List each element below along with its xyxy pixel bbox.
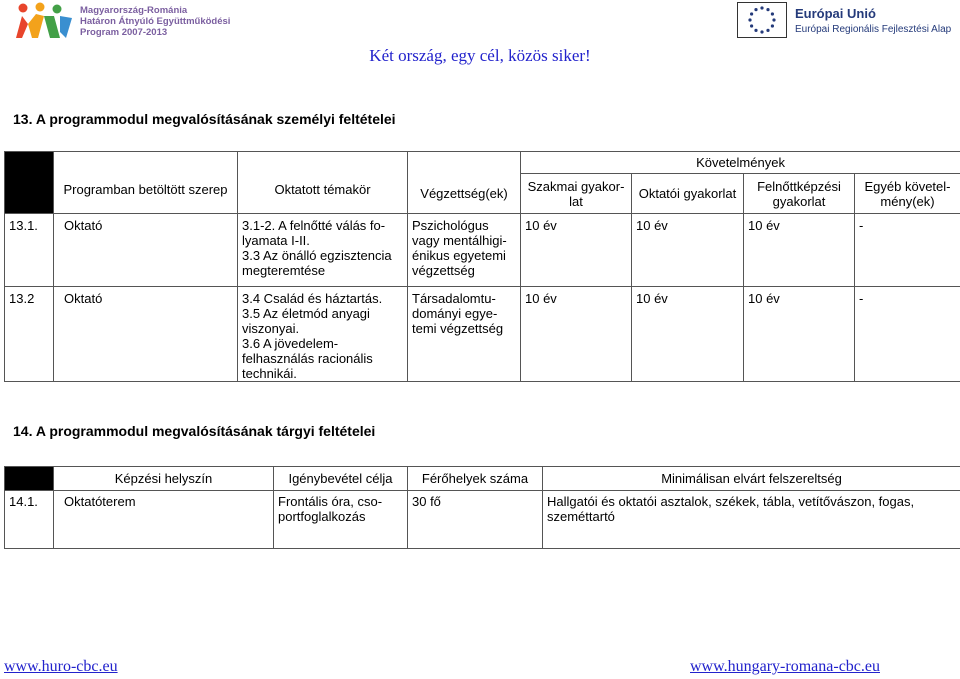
topic-line: 3.1-2. A felnőtté válás fo-	[242, 218, 386, 233]
table-row	[5, 287, 960, 382]
header-professional: Szakmai gyakor-lat	[521, 174, 632, 214]
eu-logo	[737, 2, 952, 40]
program-logo-figures-icon	[14, 2, 76, 40]
header-blank-cell	[5, 467, 54, 491]
education-line: dományi egye-	[412, 306, 498, 321]
row-professional: 10 év	[521, 287, 632, 382]
row-topic	[238, 287, 408, 382]
purpose-line: Frontális óra, cso-	[278, 494, 383, 509]
header-equipment: Minimálisan elvárt felszereltség	[543, 467, 960, 491]
topic-line: 3.5 Az életmód anyagi	[242, 306, 370, 321]
topic-line: 3.3 Az önálló egzisztencia	[242, 248, 392, 263]
material-requirements-table	[4, 466, 960, 549]
header-teaching: Oktatói gyakorlat	[632, 174, 744, 214]
education-line: végzettség	[412, 263, 475, 278]
education-line: temi végzettség	[412, 321, 504, 336]
header-requirements: Követelmények	[521, 152, 960, 174]
staff-requirements-table	[4, 151, 960, 382]
table-row	[5, 214, 960, 287]
program-logo	[14, 2, 231, 40]
row-other: -	[855, 214, 960, 287]
topic-line: 3.4 Család és háztartás.	[242, 291, 383, 306]
row-location: Oktatóterem	[54, 491, 274, 549]
section-14-title: 14. A programmodul megvalósításának tárgyi feltételei	[13, 423, 376, 439]
row-purpose	[274, 491, 408, 549]
education-line: Pszichológus	[412, 218, 489, 233]
topic-line: viszonyai.	[242, 321, 300, 336]
education-line: énikus egyetemi	[412, 248, 506, 263]
header-adult: Felnőttképzési gyakorlat	[744, 174, 855, 214]
eu-flag-icon	[737, 2, 787, 38]
row-role: Oktató	[54, 287, 238, 382]
topic-line: felhasználás racionális	[242, 351, 373, 366]
topic-line: technikái.	[242, 366, 297, 381]
footer-link-huro[interactable]: www.huro-cbc.eu	[4, 658, 118, 675]
row-professional: 10 év	[521, 214, 632, 287]
row-teaching: 10 év	[632, 214, 744, 287]
row-number: 13.1.	[5, 214, 54, 287]
program-logo-line-3: Program 2007-2013	[80, 27, 168, 38]
equipment-line: szeméttartó	[547, 509, 615, 524]
row-number: 13.2	[5, 287, 54, 382]
header-other: Egyéb követel-mény(ek)	[855, 174, 960, 214]
topic-line: lyamata I-II.	[242, 233, 310, 248]
slogan: Két ország, egy cél, közös siker!	[369, 46, 591, 65]
row-teaching: 10 év	[632, 287, 744, 382]
row-equipment	[543, 491, 960, 549]
eu-subtitle: Európai Regionális Fejlesztési Alap	[795, 24, 952, 35]
topic-line: megteremtése	[242, 263, 326, 278]
program-logo-line-2: Határon Átnyúló Együttműködési	[80, 16, 231, 27]
education-line: Társadalomtu-	[412, 291, 496, 306]
education-line: vagy mentálhigi-	[412, 233, 507, 248]
equipment-line: Hallgatói és oktatói asztalok, székek, tábla, vetítővászon, fogas,	[547, 494, 915, 509]
header-purpose: Igénybevétel célja	[274, 467, 408, 491]
row-adult: 10 év	[744, 287, 855, 382]
header-role: Programban betöltött szerep	[54, 152, 238, 214]
header-seats: Férőhelyek száma	[408, 467, 543, 491]
row-topic	[238, 214, 408, 287]
section-13-title: 13. A programmodul megvalósításának személyi feltételei	[13, 111, 396, 127]
row-seats: 30 fő	[408, 491, 543, 549]
eu-title: Európai Unió	[795, 6, 876, 21]
table-row	[5, 491, 960, 549]
purpose-line: portfoglalkozás	[278, 509, 366, 524]
program-logo-line-1: Magyarország-Románia	[80, 5, 188, 16]
row-education	[408, 214, 521, 287]
row-education	[408, 287, 521, 382]
row-role: Oktató	[54, 214, 238, 287]
table-header-row	[5, 467, 960, 491]
row-adult: 10 év	[744, 214, 855, 287]
header-location: Képzési helyszín	[54, 467, 274, 491]
header-topic: Oktatott témakör	[238, 152, 408, 214]
table-header-row	[5, 152, 960, 174]
row-other: -	[855, 287, 960, 382]
topic-line: 3.6 A jövedelem-	[242, 336, 339, 351]
footer-link-hungary-romania[interactable]: www.hungary-romana-cbc.eu	[690, 658, 880, 675]
header-blank-cell	[5, 152, 54, 214]
row-number: 14.1.	[5, 491, 54, 549]
header-education: Végzettség(ek)	[408, 152, 521, 214]
